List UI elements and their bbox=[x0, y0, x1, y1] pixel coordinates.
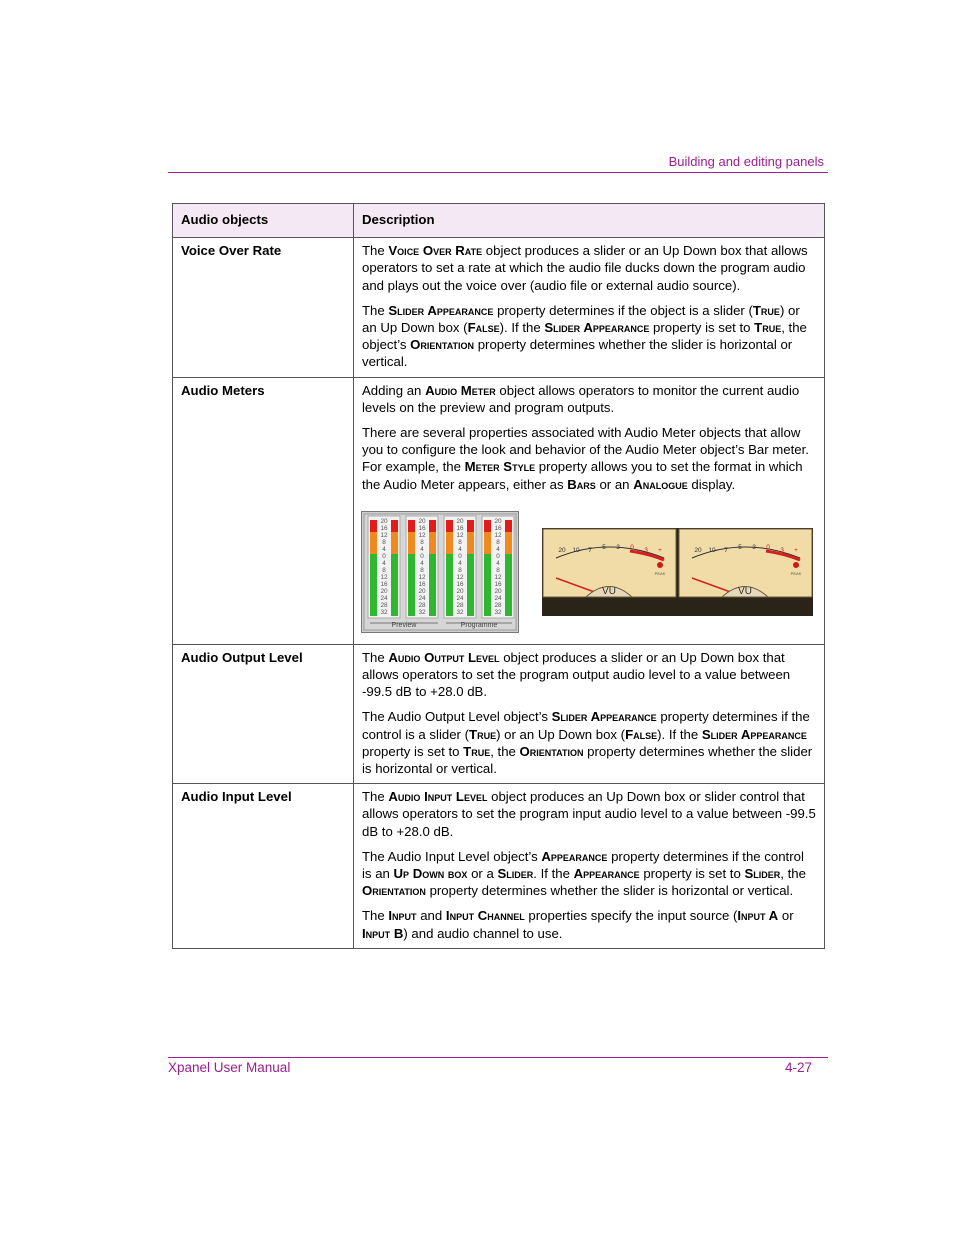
scale-tick-label: 4 bbox=[382, 559, 386, 567]
level-bar-orange bbox=[505, 532, 512, 554]
scale-tick-label: 20 bbox=[418, 587, 426, 595]
vu-tick-label: 3 bbox=[644, 546, 648, 554]
scale-tick-label: 16 bbox=[494, 524, 502, 532]
level-bar-red bbox=[370, 520, 377, 532]
description-paragraph bbox=[362, 708, 816, 777]
table-row bbox=[173, 644, 825, 783]
vu-tick-label: 20 bbox=[558, 546, 566, 554]
table-header-row bbox=[173, 204, 825, 238]
text: There are several properties associated with Audio Meter objects that allow you to configure the look and behavior of the Audio Meter object’s Bar meter. For example, the bbox=[362, 425, 809, 475]
text: property is set to bbox=[362, 743, 464, 759]
column-header-objects: Audio objects bbox=[173, 204, 354, 238]
object-name: Audio Input Level bbox=[173, 784, 354, 949]
scale-tick-label: 28 bbox=[380, 601, 388, 609]
level-bar-red bbox=[484, 520, 491, 532]
value-name: Input B bbox=[362, 925, 404, 941]
property-name: Slider Appearance bbox=[551, 709, 657, 725]
scale-tick-label: 20 bbox=[380, 587, 388, 595]
page-number: 4-27 bbox=[785, 1060, 813, 1075]
text: ). If the bbox=[657, 726, 702, 742]
text: property determines if the object is a slider ( bbox=[493, 302, 753, 318]
text: display. bbox=[687, 476, 736, 492]
scale-tick-label: 20 bbox=[456, 587, 464, 595]
scale-tick-label: 20 bbox=[380, 517, 388, 525]
scale-tick-label: 32 bbox=[456, 608, 464, 616]
value-name: True bbox=[752, 302, 780, 318]
scale-tick-label: 12 bbox=[380, 531, 388, 539]
level-bar-green bbox=[408, 554, 415, 616]
level-bar-green bbox=[446, 554, 453, 616]
scale-tick-label: 0 bbox=[496, 552, 500, 560]
scale-tick-label: 0 bbox=[458, 552, 462, 560]
level-bar-green bbox=[429, 554, 436, 616]
scale-tick-label: 16 bbox=[456, 580, 464, 588]
scale-tick-label: 16 bbox=[456, 524, 464, 532]
scale-tick-label: 20 bbox=[494, 517, 502, 525]
level-bar-red bbox=[446, 520, 453, 532]
level-bar-red bbox=[505, 520, 512, 532]
text: The bbox=[362, 302, 389, 318]
vu-peak-label: PEAK bbox=[790, 570, 802, 576]
description-paragraph bbox=[362, 242, 816, 294]
scale-tick-label: 12 bbox=[380, 573, 388, 581]
object-name: Audio Meters bbox=[173, 377, 354, 644]
property-name: Slider Appearance bbox=[388, 302, 494, 318]
level-bar-green bbox=[391, 554, 398, 616]
analogue-meter-graphic bbox=[542, 528, 813, 616]
table-row bbox=[173, 238, 825, 377]
description-paragraph bbox=[362, 302, 816, 371]
scale-tick-label: 12 bbox=[418, 573, 426, 581]
scale-tick-label: 16 bbox=[380, 524, 388, 532]
column-header-description: Description bbox=[354, 204, 825, 238]
text: object produces an Up Down box or slider control that allows operators to set the program input audio level to a value between -99.5 dB to +28.0 dB. bbox=[362, 789, 816, 839]
vu-tick-label: 5 bbox=[602, 543, 606, 551]
description-paragraph bbox=[362, 907, 816, 941]
property-name: Input bbox=[388, 908, 417, 924]
text: object produces a slider or an Up Down box that allows operators to set the program output audio level to a value between -99.5 dB to +28.0 dB. bbox=[362, 649, 791, 700]
manual-title: Xpanel User Manual bbox=[168, 1060, 291, 1075]
property-name: Audio Output Level bbox=[388, 649, 500, 665]
property-name: Input Channel bbox=[445, 908, 525, 924]
scale-tick-label: 8 bbox=[458, 566, 462, 574]
text: , the bbox=[780, 866, 806, 882]
audio-objects-table bbox=[172, 203, 825, 949]
property-name: Meter Style bbox=[464, 459, 536, 475]
text: Adding an bbox=[362, 382, 426, 398]
description-paragraph bbox=[362, 649, 816, 701]
vu-tick-label: 10 bbox=[572, 546, 580, 554]
programme-label: Programme bbox=[460, 621, 498, 629]
object-name: Voice Over Rate bbox=[173, 238, 354, 377]
level-bar-green bbox=[370, 554, 377, 616]
value-name: False bbox=[625, 726, 658, 742]
vu-tick-label: 3 bbox=[780, 546, 784, 554]
text: property determines if the control is an bbox=[362, 848, 804, 882]
level-bar-red bbox=[391, 520, 398, 532]
value-name: Input A bbox=[737, 908, 779, 924]
scale-tick-label: 28 bbox=[494, 601, 502, 609]
scale-tick-label: 28 bbox=[456, 601, 464, 609]
description-paragraph bbox=[362, 848, 816, 900]
property-name: Slider Appearance bbox=[544, 320, 650, 336]
text: properties specify the input source ( bbox=[524, 908, 738, 924]
level-bar-orange bbox=[370, 532, 377, 554]
property-name: Appearance bbox=[573, 866, 640, 882]
text: or bbox=[778, 908, 794, 924]
text: and bbox=[416, 908, 446, 924]
vu-tick-label: 7 bbox=[724, 546, 728, 554]
scale-tick-label: 4 bbox=[496, 559, 500, 567]
text: The Audio Input Level object’s bbox=[362, 848, 542, 864]
scale-tick-label: 8 bbox=[420, 566, 424, 574]
value-name: Slider bbox=[744, 866, 781, 882]
vu-tick-label: 0 bbox=[630, 543, 634, 551]
table-row bbox=[173, 784, 825, 949]
bars-meter-image bbox=[361, 511, 519, 633]
scale-tick-label: 24 bbox=[456, 594, 464, 602]
object-name: Audio Output Level bbox=[173, 644, 354, 783]
text: The bbox=[362, 908, 389, 924]
scale-tick-label: 20 bbox=[418, 517, 426, 525]
vu-tick-label: + bbox=[794, 546, 798, 554]
level-bar-orange bbox=[446, 532, 453, 554]
object-description bbox=[354, 377, 825, 644]
scale-tick-label: 20 bbox=[494, 587, 502, 595]
scale-tick-label: 4 bbox=[420, 545, 424, 553]
scale-tick-label: 4 bbox=[420, 559, 424, 567]
meter-illustrations bbox=[362, 503, 816, 638]
scale-tick-label: 16 bbox=[380, 580, 388, 588]
footer-rule bbox=[168, 1057, 828, 1058]
level-bar-orange bbox=[391, 532, 398, 554]
text: ). If the bbox=[499, 320, 545, 336]
object-description bbox=[354, 238, 825, 377]
scale-tick-label: 12 bbox=[456, 531, 464, 539]
value-name: Analogue bbox=[633, 476, 688, 492]
scale-tick-label: 16 bbox=[418, 524, 426, 532]
text: ) and audio channel to use. bbox=[403, 925, 563, 941]
level-bar-orange bbox=[467, 532, 474, 554]
text: property determines whether the slider is horizontal or vertical. bbox=[425, 883, 794, 899]
vu-tick-label: 7 bbox=[588, 546, 592, 554]
scale-tick-label: 4 bbox=[458, 559, 462, 567]
scale-tick-label: 8 bbox=[496, 566, 500, 574]
vu-tick-label: 3 bbox=[752, 543, 756, 551]
text: property allows you to set the format in which the Audio Meter appears, either as bbox=[362, 459, 803, 492]
scale-tick-label: 24 bbox=[380, 594, 388, 602]
table-row bbox=[173, 377, 825, 644]
value-name: False bbox=[467, 320, 500, 336]
text: . If the bbox=[533, 866, 574, 882]
scale-tick-label: 12 bbox=[494, 531, 502, 539]
vu-peak-led bbox=[657, 562, 663, 568]
scale-tick-label: 4 bbox=[458, 545, 462, 553]
bars-meter-graphic bbox=[362, 512, 518, 632]
level-bar-red bbox=[408, 520, 415, 532]
scale-tick-label: 4 bbox=[496, 545, 500, 553]
scale-tick-label: 32 bbox=[418, 608, 426, 616]
property-name: Slider Appearance bbox=[701, 726, 807, 742]
text: property is set to bbox=[649, 320, 755, 336]
scale-tick-label: 32 bbox=[494, 608, 502, 616]
property-name: Voice Over Rate bbox=[388, 243, 483, 259]
object-description bbox=[354, 784, 825, 949]
vu-peak-label: PEAK bbox=[654, 570, 666, 576]
text: object allows operators to monitor the current audio levels on the preview and program outputs. bbox=[362, 382, 800, 415]
text: property determines if the control is a slider ( bbox=[362, 709, 810, 742]
scale-tick-label: 0 bbox=[420, 552, 424, 560]
running-header: Building and editing panels bbox=[668, 154, 824, 169]
level-bar-red bbox=[467, 520, 474, 532]
value-name: True bbox=[463, 743, 491, 759]
level-bar-green bbox=[467, 554, 474, 616]
vu-tick-label: 3 bbox=[616, 543, 620, 551]
text: The bbox=[362, 789, 389, 805]
text: or an bbox=[595, 476, 634, 492]
level-bar-green bbox=[505, 554, 512, 616]
text: property determines whether the slider is horizontal or vertical. bbox=[362, 743, 813, 777]
level-bar-red bbox=[429, 520, 436, 532]
vu-label: VU bbox=[602, 585, 616, 597]
vu-label: VU bbox=[738, 585, 752, 597]
scale-tick-label: 28 bbox=[418, 601, 426, 609]
scale-tick-label: 8 bbox=[382, 566, 386, 574]
header-rule bbox=[168, 172, 828, 173]
scale-tick-label: 20 bbox=[456, 517, 464, 525]
text: , the bbox=[490, 743, 520, 759]
level-bar-orange bbox=[484, 532, 491, 554]
description-paragraph bbox=[362, 424, 816, 493]
object-description bbox=[354, 644, 825, 783]
text: ) or an Up Down box ( bbox=[496, 726, 626, 742]
vu-tick-label: 20 bbox=[694, 546, 702, 554]
value-name: Slider bbox=[497, 866, 534, 882]
property-name: Audio Input Level bbox=[388, 789, 488, 805]
scale-tick-label: 24 bbox=[494, 594, 502, 602]
level-bar-orange bbox=[408, 532, 415, 554]
text: object produces a slider or an Up Down box that allows operators to set a rate at which the audio file ducks down the program audio and plays out the voice over (audio file or external audio source). bbox=[362, 243, 808, 293]
text: The bbox=[362, 243, 389, 259]
value-name: Bars bbox=[567, 476, 596, 492]
text: , the object’s bbox=[362, 320, 807, 353]
scale-tick-label: 8 bbox=[496, 538, 500, 546]
text: property determines whether the slider is horizontal or vertical. bbox=[362, 337, 793, 370]
preview-label: Preview bbox=[391, 621, 417, 629]
scale-tick-label: 4 bbox=[382, 545, 386, 553]
value-name: True bbox=[754, 320, 782, 336]
value-name: True bbox=[469, 726, 497, 742]
scale-tick-label: 0 bbox=[382, 552, 386, 560]
description-paragraph bbox=[362, 788, 816, 840]
value-name: Up Down box bbox=[393, 866, 468, 882]
text: property is set to bbox=[639, 866, 745, 882]
vu-tick-label: + bbox=[658, 546, 662, 554]
property-name: Orientation bbox=[362, 883, 426, 899]
vu-peak-led bbox=[793, 562, 799, 568]
property-name: Orientation bbox=[410, 337, 475, 353]
level-bar-orange bbox=[429, 532, 436, 554]
vu-tick-label: 0 bbox=[766, 543, 770, 551]
property-name: Appearance bbox=[541, 848, 608, 864]
scale-tick-label: 8 bbox=[458, 538, 462, 546]
vu-tick-label: 5 bbox=[738, 543, 742, 551]
scale-tick-label: 16 bbox=[494, 580, 502, 588]
scale-tick-label: 8 bbox=[420, 538, 424, 546]
scale-tick-label: 16 bbox=[418, 580, 426, 588]
text: or a bbox=[467, 866, 498, 882]
scale-tick-label: 32 bbox=[380, 608, 388, 616]
text: ) or an Up Down box ( bbox=[362, 302, 800, 336]
text: The Audio Output Level object’s bbox=[362, 709, 552, 725]
scale-tick-label: 24 bbox=[418, 594, 426, 602]
scale-tick-label: 12 bbox=[456, 573, 464, 581]
vu-tick-label: 10 bbox=[708, 546, 716, 554]
scale-tick-label: 8 bbox=[382, 538, 386, 546]
property-name: Audio Meter bbox=[425, 382, 496, 398]
scale-tick-label: 12 bbox=[494, 573, 502, 581]
level-bar-green bbox=[484, 554, 491, 616]
property-name: Orientation bbox=[519, 743, 584, 759]
scale-tick-label: 12 bbox=[418, 531, 426, 539]
analogue-meter-image bbox=[542, 528, 813, 616]
text: The bbox=[362, 649, 389, 665]
description-paragraph bbox=[362, 382, 816, 416]
